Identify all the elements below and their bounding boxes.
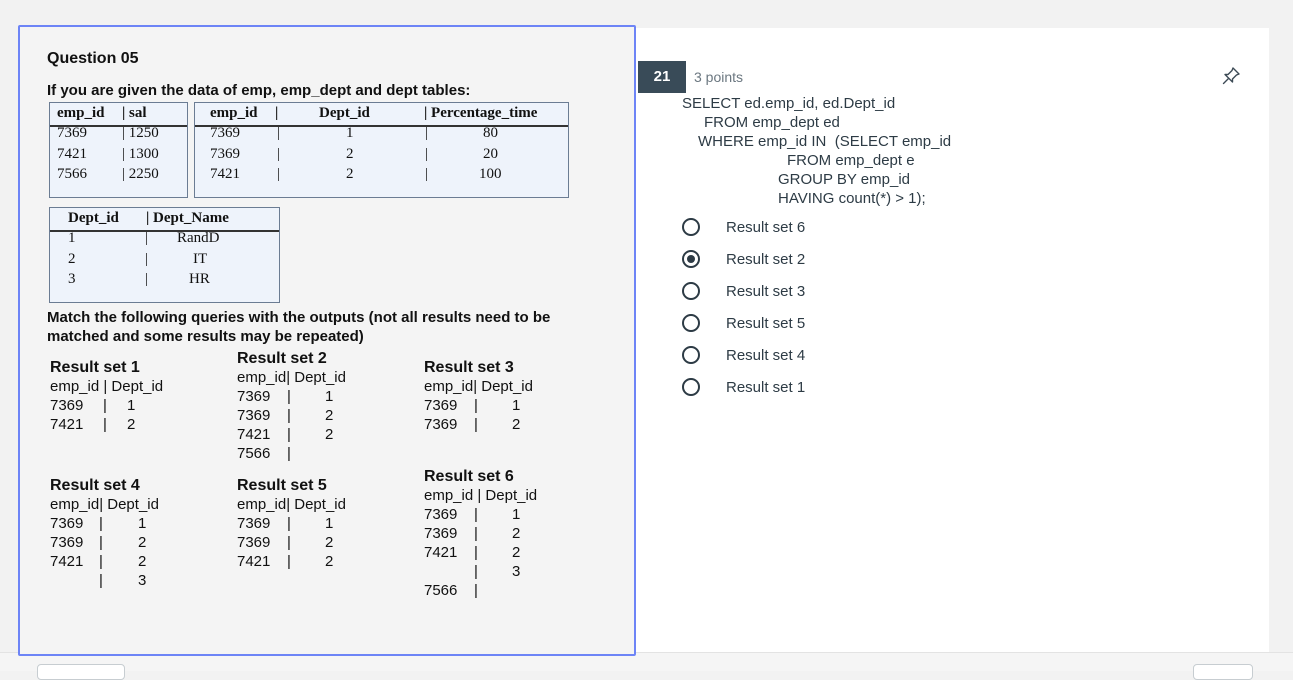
result-row: 7369 | 2 (237, 534, 334, 551)
result-row: 7421 | 2 (237, 426, 334, 443)
result-set-title: Result set 4 (50, 477, 140, 494)
result-set-title: Result set 2 (237, 350, 327, 367)
question-image (18, 25, 636, 656)
question-points: 3 points (694, 69, 744, 85)
result-row: | 3 (474, 563, 521, 580)
result-row: 7369 | 1 (237, 388, 334, 405)
table-cell: 7369 (210, 146, 240, 162)
answer-label[interactable]: Result set 1 (726, 378, 806, 396)
result-row: 7421 | 2 (50, 553, 147, 570)
next-button[interactable] (1193, 664, 1253, 680)
header-dept-id: Dept_id (319, 105, 370, 121)
table-cell: 1 (68, 230, 76, 246)
result-row: 7369 | 1 (237, 515, 334, 532)
table-cell: | (277, 146, 281, 162)
answer-label[interactable]: Result set 5 (726, 314, 806, 332)
result-row: 7421 | 2 (424, 544, 521, 561)
result-set-header: emp_id| Dept_id (424, 378, 533, 395)
sql-line: SELECT ed.emp_id, ed.Dept_id (682, 95, 896, 112)
table-cell: 2 (346, 166, 354, 182)
table-cell: 80 (483, 125, 498, 141)
radio-button[interactable] (682, 282, 700, 300)
result-row: 7369 | 1 (50, 397, 136, 414)
table-cell: | 1300 (122, 146, 159, 162)
answer-label[interactable]: Result set 3 (726, 282, 806, 300)
answer-label[interactable]: Result set 6 (726, 218, 806, 236)
result-row: 7566 | (424, 582, 478, 599)
pin-icon[interactable] (1220, 65, 1242, 87)
table-cell: | (425, 125, 429, 141)
sql-line: GROUP BY emp_id (778, 171, 911, 188)
answer-label[interactable]: Result set 4 (726, 346, 806, 364)
radio-button[interactable] (682, 218, 700, 236)
table-cell: 1 (346, 125, 354, 141)
answer-option[interactable] (682, 247, 805, 271)
answer-option[interactable] (682, 343, 805, 367)
header-emp-id: emp_id (210, 105, 258, 121)
table-cell: | 2250 (122, 166, 159, 182)
previous-button[interactable] (37, 664, 125, 680)
emp-table (49, 102, 188, 198)
question-intro: If you are given the data of emp, emp_dept and dept tables: (47, 82, 471, 99)
result-row: | 3 (99, 572, 147, 589)
table-cell: | (425, 146, 429, 162)
table-cell: 7566 (57, 166, 87, 182)
table-cell: RandD (177, 230, 220, 246)
result-row: 7369 | 2 (50, 534, 147, 551)
table-cell: 7421 (210, 166, 240, 182)
match-instructions: Match the following queries with the outputs (not all results need to be matched and some results may be repeated) (47, 309, 551, 345)
question-number-badge: 21 (638, 61, 686, 93)
result-set-header: emp_id| Dept_id (237, 496, 346, 513)
table-cell: 2 (68, 251, 76, 267)
table-cell: 7421 (57, 146, 87, 162)
result-set-title: Result set 5 (237, 477, 327, 494)
answer-option[interactable] (682, 279, 805, 303)
table-cell: 20 (483, 146, 498, 162)
table-cell: 3 (68, 271, 76, 287)
result-set-title: Result set 6 (424, 468, 514, 485)
result-set-2 (237, 349, 346, 463)
emp-dept-table (194, 102, 569, 198)
result-set-header: emp_id| Dept_id (237, 369, 346, 386)
table-cell: 7369 (210, 125, 240, 141)
answer-option[interactable] (682, 215, 805, 239)
table-cell: | (145, 271, 149, 287)
header-dept-id: Dept_id (68, 210, 119, 226)
table-cell: 100 (479, 166, 502, 182)
table-cell: | (277, 166, 281, 182)
result-set-title: Result set 1 (50, 359, 140, 376)
table-cell: | (145, 251, 149, 267)
result-set-6 (424, 467, 537, 600)
result-row: 7369 | 1 (424, 506, 521, 523)
radio-button[interactable] (682, 346, 700, 364)
result-row: 7566 | (237, 445, 291, 462)
header-dept-name: | Dept_Name (146, 210, 229, 226)
table-cell: 2 (346, 146, 354, 162)
answer-option[interactable] (682, 375, 805, 399)
result-row: 7421 | 2 (50, 416, 136, 433)
radio-button-selected[interactable] (682, 250, 700, 268)
result-set-title: Result set 3 (424, 359, 514, 376)
result-set-4 (50, 476, 159, 590)
result-set-header: emp_id | Dept_id (50, 378, 164, 395)
result-row: 7369 | 2 (424, 416, 521, 433)
result-set-header: emp_id | Dept_id (424, 487, 538, 504)
result-row: 7369 | 1 (50, 515, 147, 532)
header-separator: | (275, 105, 279, 121)
question-title: Question 05 (47, 50, 139, 67)
result-set-3 (424, 358, 533, 434)
dept-table (49, 207, 280, 303)
radio-button[interactable] (682, 314, 700, 332)
table-cell: | (145, 230, 149, 246)
sql-line: HAVING count(*) > 1); (778, 190, 926, 207)
sql-line: FROM emp_dept ed (704, 114, 840, 131)
sql-line: WHERE emp_id IN (SELECT emp_id (698, 133, 952, 150)
radio-button[interactable] (682, 378, 700, 396)
result-row: 7421 | 2 (237, 553, 334, 570)
header-emp-id: emp_id (57, 105, 105, 121)
header-percentage-time: | Percentage_time (424, 105, 538, 121)
result-set-5 (237, 476, 346, 571)
table-cell: | 1250 (122, 125, 159, 141)
result-row: 7369 | 2 (424, 525, 521, 542)
table-cell: 7369 (57, 125, 87, 141)
table-cell: | (277, 125, 281, 141)
table-cell: | (425, 166, 429, 182)
answer-label[interactable]: Result set 2 (726, 250, 806, 268)
answer-option[interactable] (682, 311, 805, 335)
result-set-1 (50, 358, 163, 434)
table-cell: HR (189, 271, 210, 287)
table-cell: IT (193, 251, 208, 267)
result-row: 7369 | 1 (424, 397, 521, 414)
result-row: 7369 | 2 (237, 407, 334, 424)
header-sal: | sal (122, 105, 147, 121)
result-set-header: emp_id| Dept_id (50, 496, 159, 513)
sql-line: FROM emp_dept e (787, 152, 915, 169)
